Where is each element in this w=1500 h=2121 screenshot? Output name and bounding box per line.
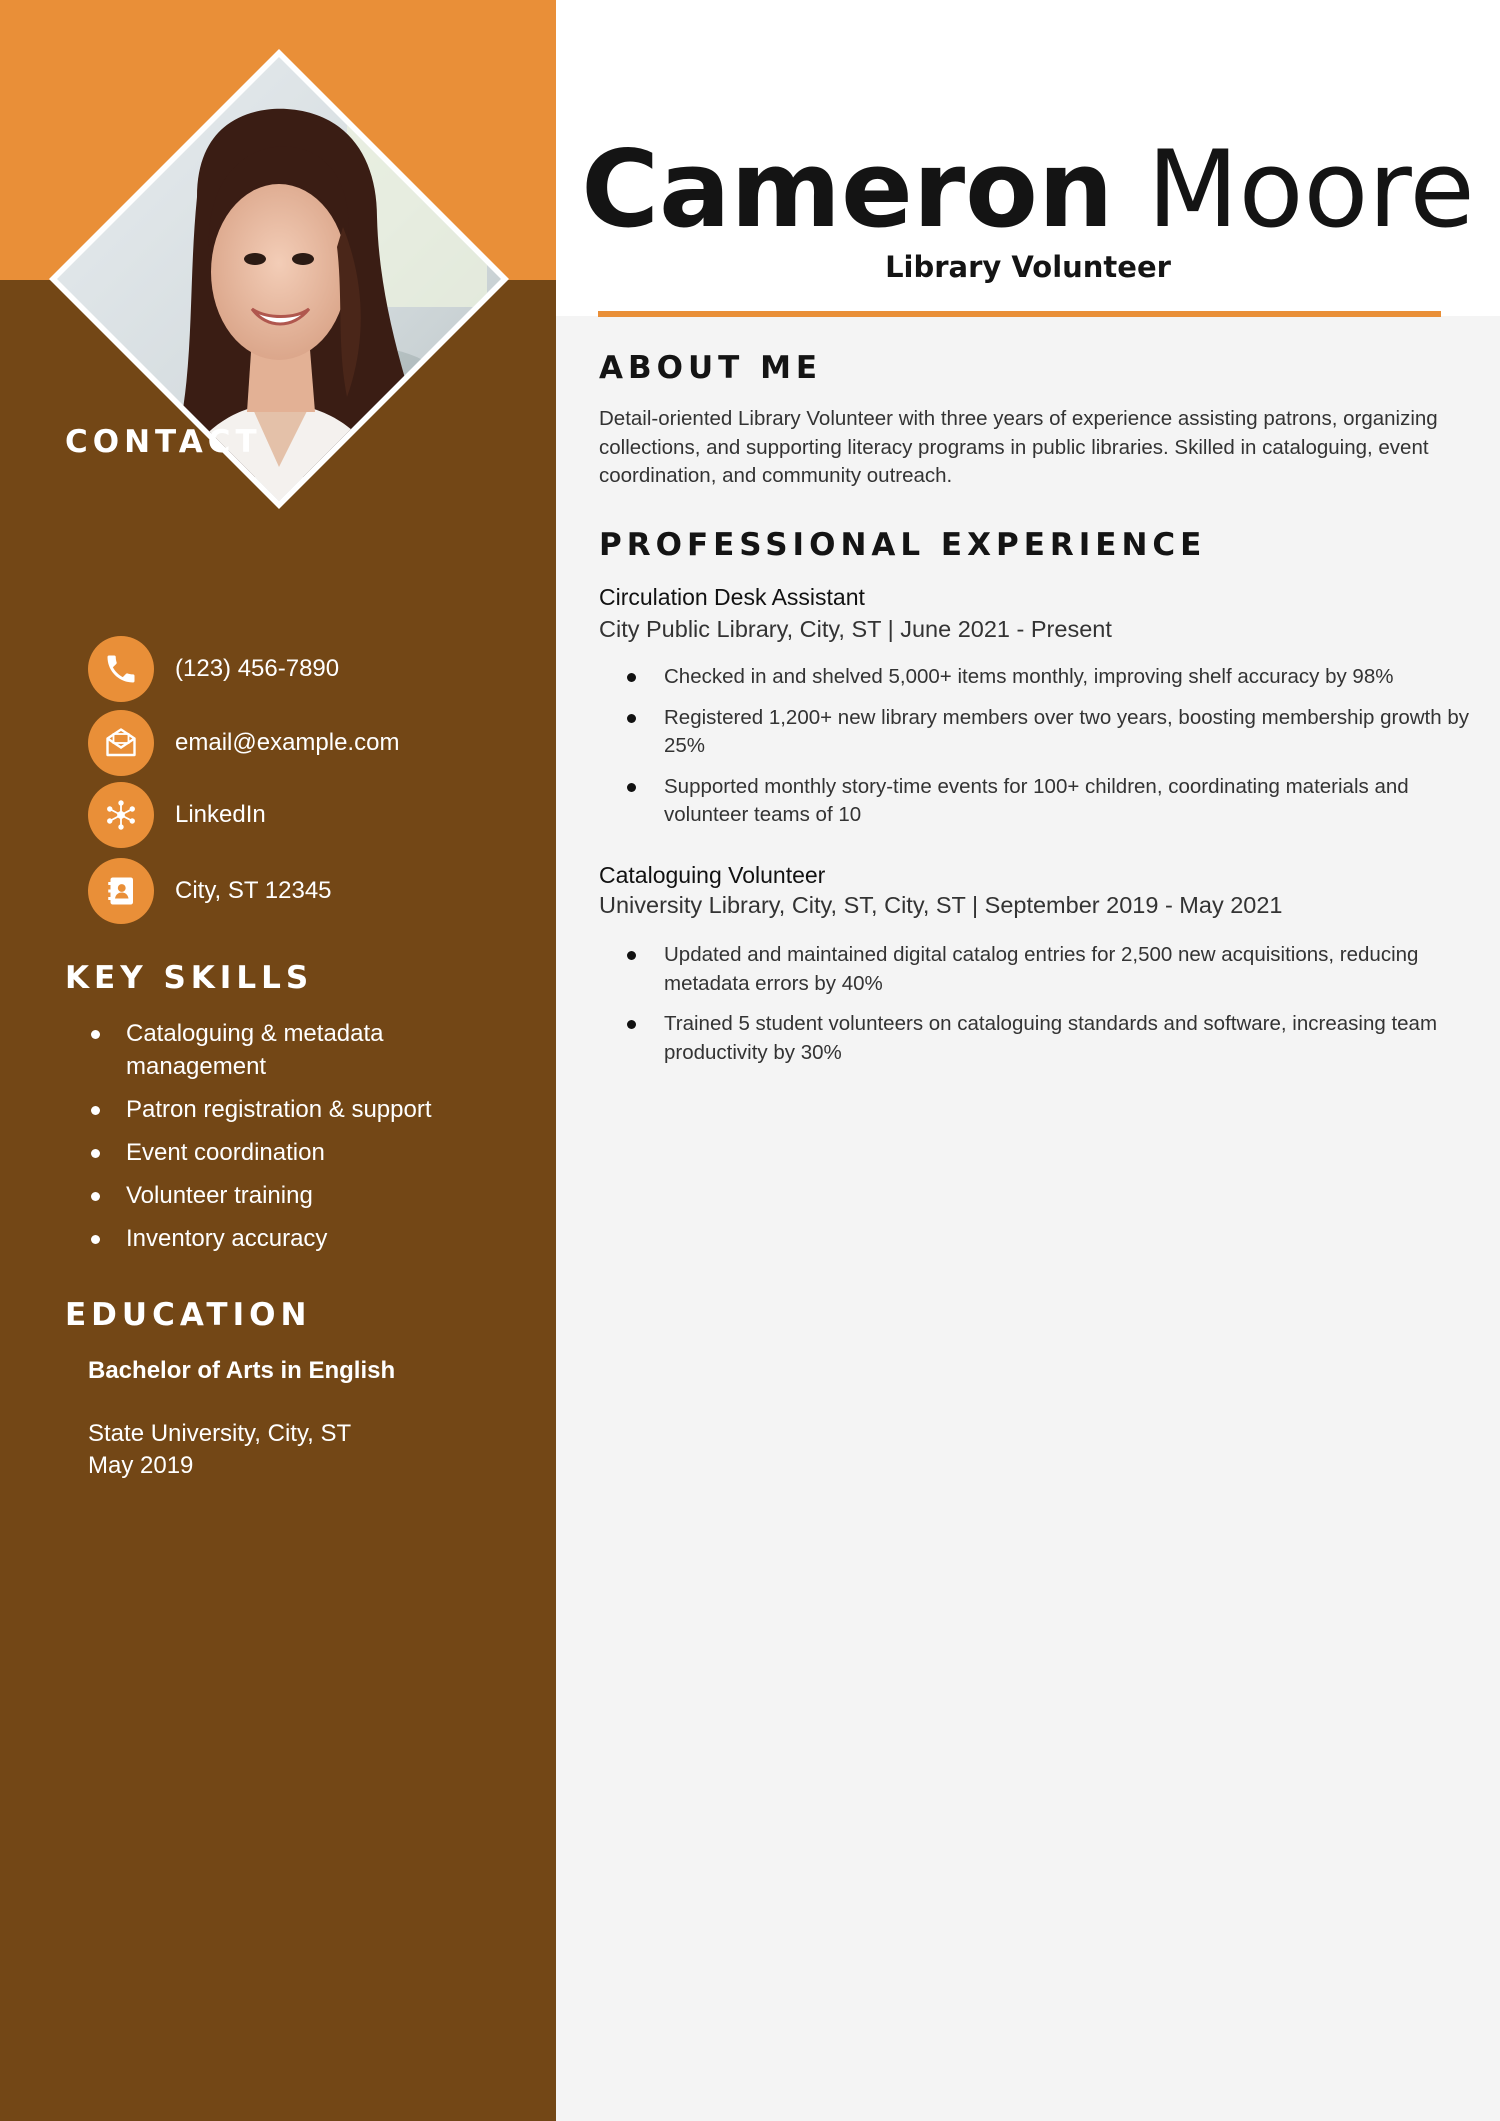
first-name: Cameron: [581, 128, 1114, 251]
job-bullets: [627, 663, 1477, 842]
job-organization: University Library, City, ST, City, ST | September 2019 - May 2021: [599, 892, 1283, 918]
address-text: City, ST 12345: [175, 877, 332, 904]
candidate-title: Library Volunteer: [885, 250, 1171, 284]
skills-heading: KEY SKILLS: [65, 960, 314, 996]
linkedin-icon: [88, 782, 154, 848]
education-date: May 2019: [88, 1452, 194, 1479]
sidebar: [0, 0, 556, 2121]
contact-linkedin: [88, 782, 528, 848]
skill-item: Cataloguing & metadata management: [88, 1017, 528, 1083]
email-address[interactable]: email@example.com: [175, 729, 400, 756]
skills-list: [88, 1017, 528, 1265]
skill-item: Event coordination: [88, 1136, 528, 1169]
linkedin-link[interactable]: LinkedIn: [175, 801, 266, 828]
address-icon: [88, 858, 154, 924]
contact-email: [88, 710, 528, 776]
skill-item: Volunteer training: [88, 1179, 528, 1212]
skill-item: Inventory accuracy: [88, 1222, 528, 1255]
job-organization: City Public Library, City, ST | June 2021 - Present: [599, 616, 1112, 642]
contact-phone: [88, 636, 528, 702]
education-degree: Bachelor of Arts in English: [88, 1357, 396, 1384]
about-text: Detail-oriented Library Volunteer with three years of experience assisting patrons, organizing collections, and supporting literacy programs in public libraries. Skilled in cataloguing, event coordination, and community outreach.: [599, 407, 1438, 487]
candidate-name: [556, 130, 1500, 250]
job-bullet: Trained 5 student volunteers on cataloguing standards and software, increasing team productivity by 30%: [627, 1010, 1477, 1067]
education-heading: EDUCATION: [65, 1297, 312, 1333]
header-divider: [598, 311, 1441, 317]
last-name: Moore: [1147, 128, 1475, 251]
job-title: Cataloguing Volunteer: [599, 862, 826, 888]
email-icon: [88, 710, 154, 776]
contact-address: [88, 858, 528, 924]
phone-number[interactable]: (123) 456-7890: [175, 655, 340, 682]
education-school: State University, City, ST: [88, 1420, 352, 1447]
job-bullets: [627, 941, 1477, 1079]
job-bullet: Updated and maintained digital catalog entries for 2,500 new acquisitions, reducing metadata errors by 40%: [627, 941, 1477, 998]
job-bullet: Checked in and shelved 5,000+ items monthly, improving shelf accuracy by 98%: [627, 663, 1477, 692]
phone-icon: [88, 636, 154, 702]
job-bullet: Supported monthly story-time events for 100+ children, coordinating materials and volunteer teams of 10: [627, 773, 1477, 830]
about-heading: ABOUT ME: [599, 350, 823, 386]
resume-header: [556, 0, 1500, 316]
job-bullet: Registered 1,200+ new library members over two years, boosting membership growth by 25%: [627, 704, 1477, 761]
experience-heading: PROFESSIONAL EXPERIENCE: [599, 527, 1207, 563]
job-title: Circulation Desk Assistant: [599, 584, 865, 610]
contact-heading: CONTACT: [65, 424, 262, 460]
skill-item: Patron registration & support: [88, 1093, 528, 1126]
